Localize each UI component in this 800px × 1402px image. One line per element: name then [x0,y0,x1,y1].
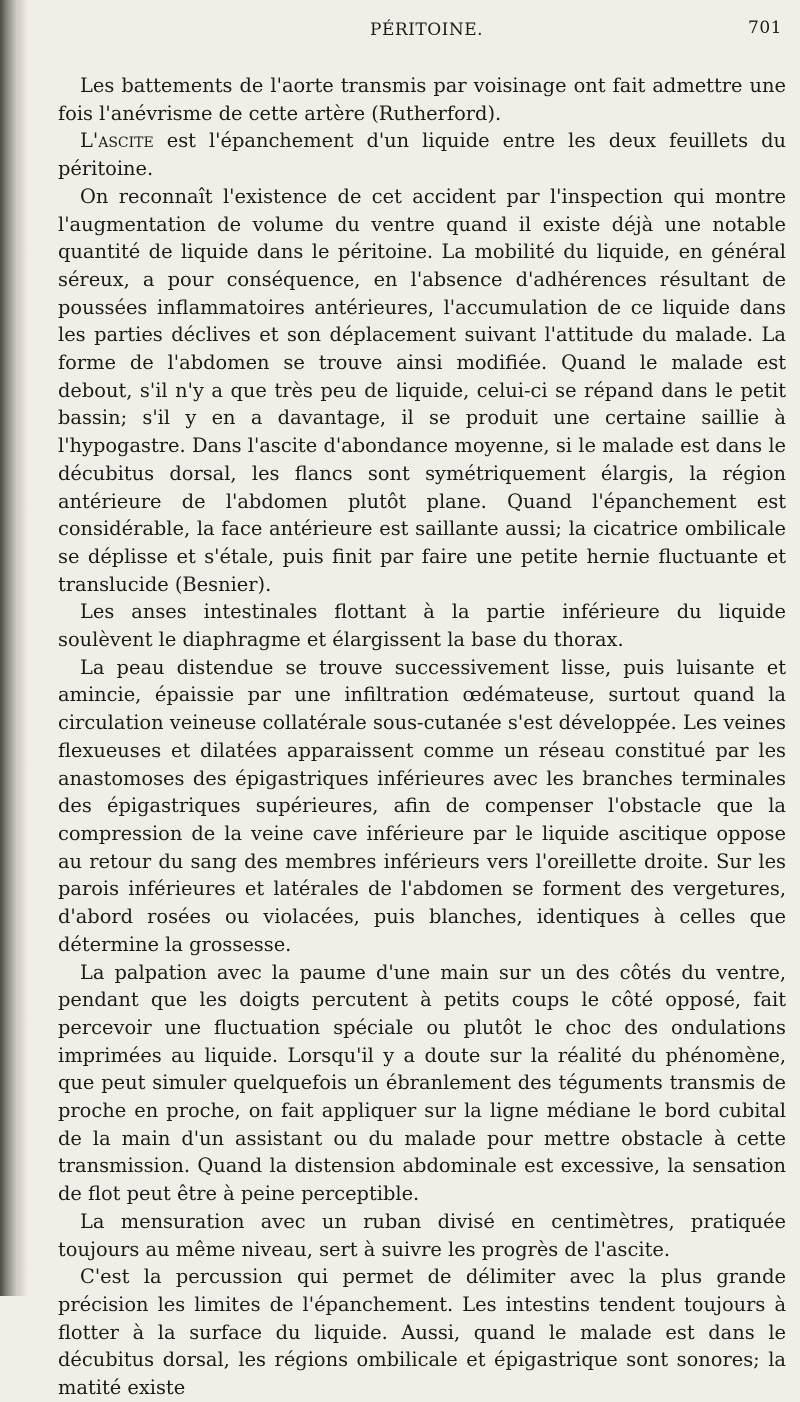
paragraph-text: On reconnaît l'existence de cet accident par l'inspection qui montre l'augmentation de volume du ventre quand il existe déjà une notable quantité de liquide dans le péritoine. La mobilité du liquide, en général séreux, a pour conséquence, en l'absence d'adhérences résultant de poussées inflammatoires antérieures, l'accumulation de ce liquide dans les parties déclives et son déplacement suivant l'attitude du malade. La forme de l'abdomen se trouve ainsi modifiée. Quand le malade est debout, s'il n'y a que très peu de liquide, celui-ci se répand dans le petit bassin; s'il y en a davantage, il se produit une certaine saillie à l'hypogastre. Dans l'ascite d'abondance moyenne, si le malade est dans le décubitus dorsal, les flancs sont symétriquement élargis, la région antérieure de l'abdomen plutôt plane. Quand l'épanchement est considérable, la face antérieure est saillante aussi; la cicatrice ombilicale se déplisse et s'étale, puis finit par faire une petite hernie fluctuante et translucide (Besnier). [58,184,786,596]
term-ascite: L'ascite [80,129,154,153]
page-number: 701 [748,18,782,38]
paragraph-text: C'est la percussion qui permet de délimiter avec la plus grande précision les limites de l'épanchement. Les intestins tendent toujours à flotter à la surface du liquide. Aussi, quand le malade est dans le décubitus dorsal, les régions ombilicale et épigastrique sont sonores; la matité existe [58,1265,786,1400]
running-head: PÉRITOINE. [370,20,484,40]
paragraph [58,1208,786,1263]
paragraph [58,1263,786,1402]
paragraph [58,598,786,653]
paragraph-text: est l'épanchement d'un liquide entre les deux feuillets du péritoine. [58,129,786,181]
paragraph-text: Les battements de l'aorte transmis par voisinage ont fait admettre une fois l'anévrisme de cette artère (Rutherford). [58,74,786,125]
paragraph [58,654,786,959]
text-body [58,72,786,1402]
book-binding-shadow [0,0,18,1296]
paragraph [58,127,786,182]
page-header [0,18,800,44]
paragraph-text: La peau distendue se trouve successivement lisse, puis luisante et amincie, épaissie par une infiltration œdémateuse, surtout quand la circulation veineuse collatérale sous-cutanée s'est développée. Les veines flexueuses et dilatées apparaissent comme un réseau constitué par les anastomoses des épigastriques inférieures avec les branches terminales des épigastriques supérieures, afin de compenser l'obstacle que la compression de la veine cave inférieure par le liquide ascitique oppose au retour du sang des membres inférieurs vers l'oreillette droite. Sur les parois inférieures et latérales de l'abdomen se forment des vergetures, d'abord rosées ou violacées, puis blanches, identiques à celles que détermine la grossesse. [58,655,786,956]
page-gutter [18,0,28,1296]
paragraph-text: La palpation avec la paume d'une main sur un des côtés du ventre, pendant que les doigts percutent à petits coups le côté opposé, fait percevoir une fluctuation spéciale ou plutôt le choc des ondulations imprimées au liquide. Lorsqu'il y a doute sur la réalité du phénomène, que peut simuler quelquefois un ébranlement des téguments transmis de proche en proche, on fait appliquer sur la ligne médiane le bord cubital de la main d'un assistant ou du malade pour mettre obstacle à cette transmission. Quand la distension abdominale est excessive, la sensation de flot peut être à peine perceptible. [58,960,786,1206]
paragraph [58,72,786,127]
paragraph-text: La mensuration avec un ruban divisé en centimètres, pratiquée toujours au même niveau, sert à suivre les progrès de l'ascite. [58,1209,786,1261]
paragraph [58,183,786,599]
paragraph-text: Les anses intestinales flottant à la partie inférieure du liquide soulèvent le diaphragme et élargissent la base du thorax. [58,600,786,652]
paragraph [58,959,786,1208]
